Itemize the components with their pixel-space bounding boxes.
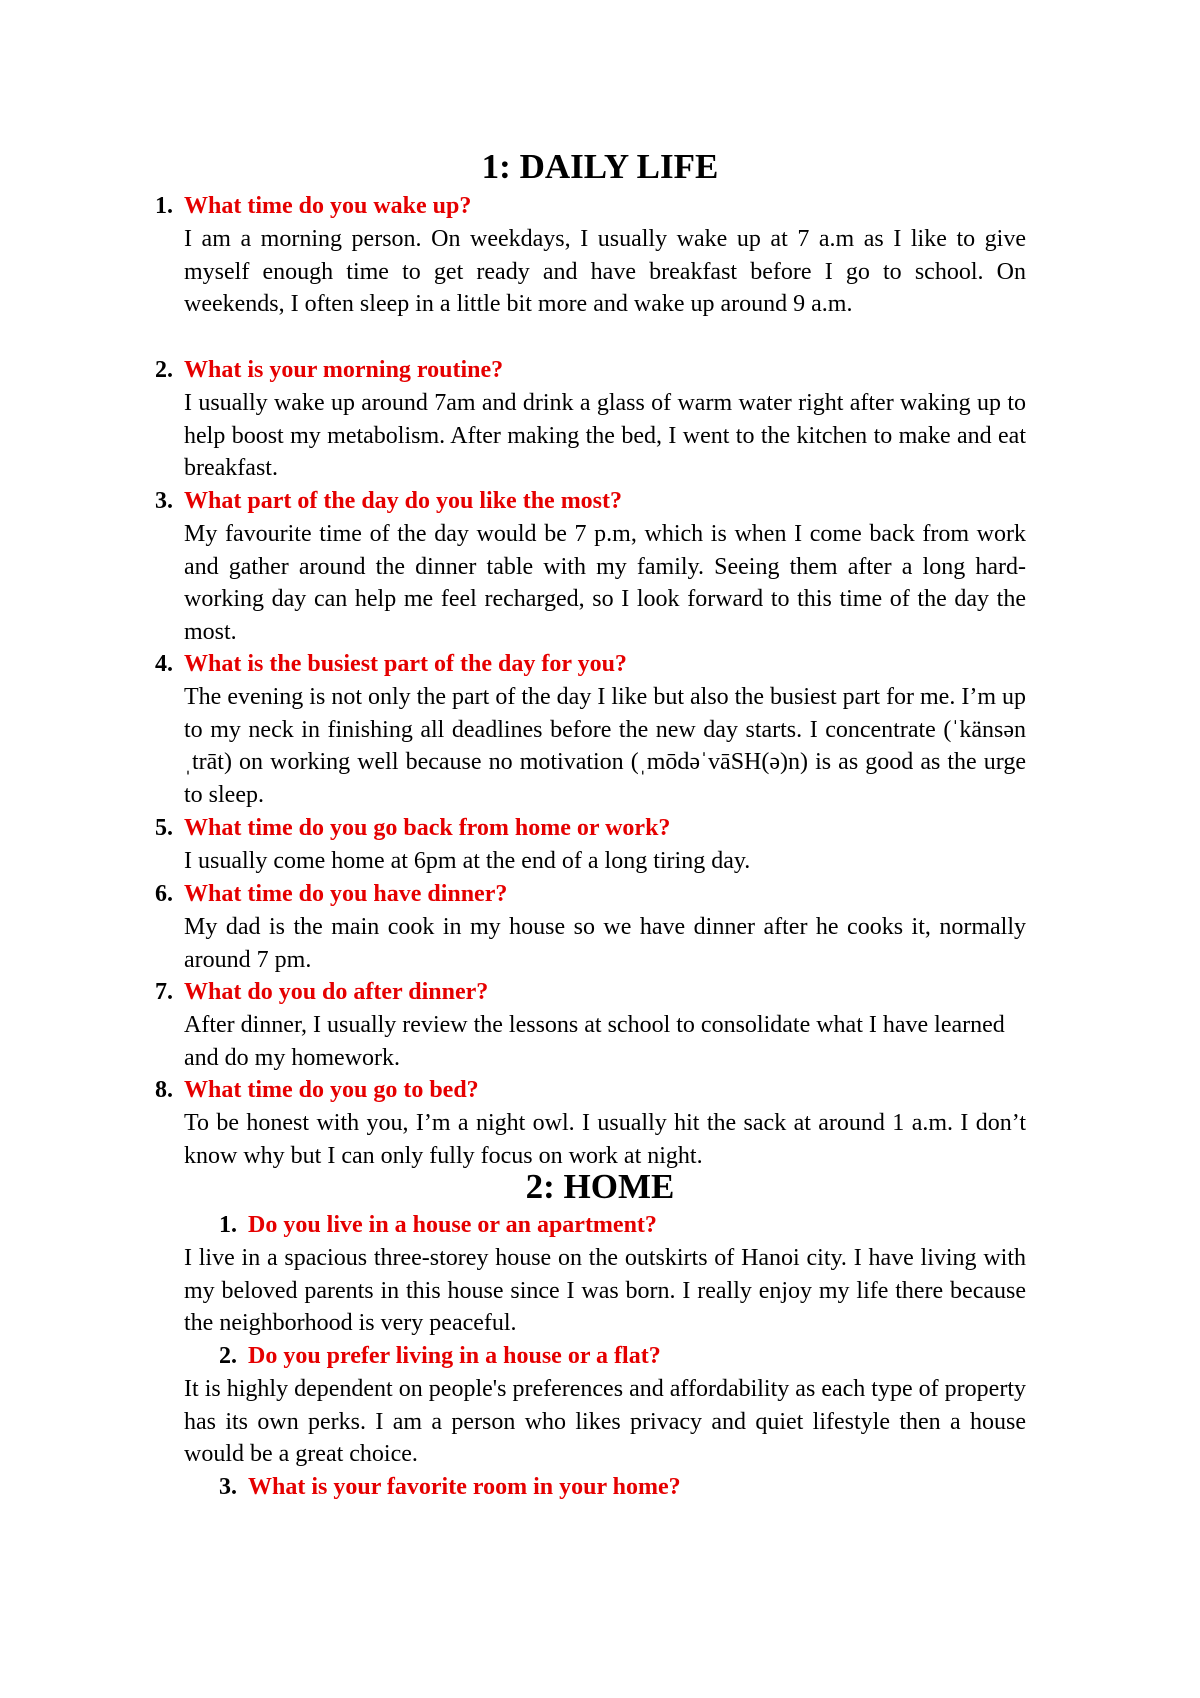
question-line <box>155 812 1026 845</box>
item-number: 8. <box>155 1077 173 1103</box>
item-number: 7. <box>155 979 173 1005</box>
question-text: Do you prefer living in a house or a flat? <box>248 1343 661 1369</box>
question-line <box>155 976 1026 1009</box>
answer-text: It is highly dependent on people's preferences and affordability as each type of property has its own perks. I am a person who likes privacy and quiet lifestyle then a house would be a great choice. <box>184 1375 1026 1468</box>
question-line <box>155 878 1026 911</box>
question-line <box>155 1074 1026 1107</box>
item-number: 4. <box>155 651 173 677</box>
list-item <box>155 976 1026 1074</box>
question-line <box>155 648 1026 681</box>
question-line <box>184 1471 1026 1504</box>
question-line <box>155 485 1026 518</box>
answer-text: I usually wake up around 7am and drink a glass of warm water right after waking up to help boost my metabolism. After making the bed, I went to the kitchen to make and eat breakfast. <box>184 389 1026 482</box>
question-line <box>184 1340 1026 1373</box>
item-number: 3. <box>219 1474 237 1500</box>
question-text: Do you live in a house or an apartment? <box>248 1212 657 1238</box>
answer-text: To be honest with you, I’m a night owl. I usually hit the sack at around 1 a.m. I don’t know why but I can only fully focus on work at night. <box>184 1109 1026 1169</box>
question-line <box>155 190 1026 223</box>
item-number: 6. <box>155 881 173 907</box>
item-number: 1. <box>155 193 173 219</box>
question-text: What do you do after dinner? <box>184 979 489 1005</box>
item-number: 5. <box>155 815 173 841</box>
question-text: What time do you have dinner? <box>184 881 508 907</box>
list-item <box>155 1074 1026 1172</box>
question-text: What part of the day do you like the most? <box>184 488 623 514</box>
section-title-daily-life: 1: DAILY LIFE <box>481 147 719 186</box>
list-item <box>155 485 1026 649</box>
list-item <box>155 878 1026 976</box>
answer-text: After dinner, I usually review the lessons at school to consolidate what I have learned and do my homework. <box>184 1011 1005 1071</box>
list-item <box>184 1340 1026 1471</box>
list-item <box>155 812 1026 878</box>
answer-text: My favourite time of the day would be 7 p.m, which is when I come back from work and gather around the dinner table with my family. Seeing them after a long hard-working day can help me feel recharged, so I look forward to this time of the day the most. <box>184 520 1026 646</box>
section-title-home: 2: HOME <box>525 1167 675 1206</box>
question-text: What time do you go back from home or work? <box>184 815 671 841</box>
item-number: 2. <box>219 1343 237 1369</box>
item-number: 3. <box>155 488 173 514</box>
list-item <box>184 1209 1026 1340</box>
question-text: What is your morning routine? <box>184 357 504 383</box>
answer-text: I usually come home at 6pm at the end of a long tiring day. <box>184 847 751 874</box>
answer-text: My dad is the main cook in my house so we have dinner after he cooks it, normally around 7 pm. <box>184 913 1026 973</box>
answer-text: I live in a spacious three-storey house on the outskirts of Hanoi city. I have living with my beloved parents in this house since I was born. I really enjoy my life there because the neighborhood is very peaceful. <box>184 1244 1026 1337</box>
list-item <box>184 1471 1026 1504</box>
answer-text: I am a morning person. On weekdays, I usually wake up at 7 a.m as I like to give myself enough time to get ready and have breakfast before I go to school. On weekends, I often sleep in a little bit more and wake up around 9 a.m. <box>184 225 1026 318</box>
answer-text: The evening is not only the part of the day I like but also the busiest part for me. I’m up to my neck in finishing all deadlines before the new day starts. I concentrate (ˈkänsənˌtrāt) on working well because no motivation (ˌmōdəˈvāSH(ə)n) is as good as the urge to sleep. <box>184 683 1026 809</box>
question-text: What is your favorite room in your home? <box>248 1474 681 1500</box>
question-line <box>184 1209 1026 1242</box>
list-item <box>155 648 1026 812</box>
question-text: What is the busiest part of the day for you? <box>184 651 627 677</box>
list-item <box>155 354 1026 485</box>
list-item <box>155 190 1026 321</box>
question-line <box>155 354 1026 387</box>
question-text: What time do you wake up? <box>184 193 472 219</box>
item-number: 1. <box>219 1212 237 1238</box>
question-text: What time do you go to bed? <box>184 1077 479 1103</box>
item-number: 2. <box>155 357 173 383</box>
